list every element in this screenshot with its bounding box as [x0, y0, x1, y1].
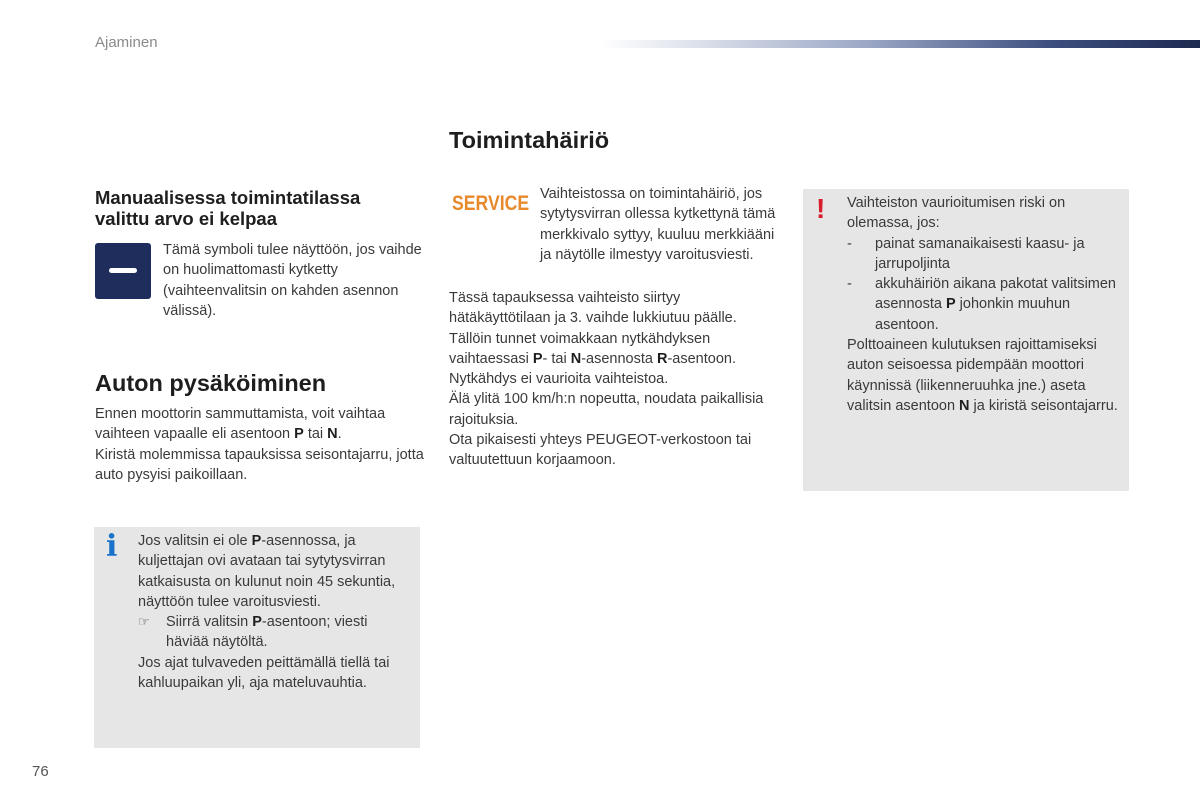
malfunction-p3: Nytkähdys ei vaurioita vaihteistoa.	[449, 371, 669, 388]
parking-paragraph-2: Kiristä molemmissa tapauksissa seisontajarru, jotta auto pysyisi paikoillaan.	[95, 446, 424, 483]
info-line1-b: -asennossa, ja kuljettajan ovi avataan tai sytytysvirran katkaisusta on kulunut noin 45 sekuntia, näyttöön tulee varoitusviesti.	[138, 533, 396, 610]
p2-bold-p: P	[532, 350, 543, 367]
parking-paragraph-1	[95, 404, 425, 445]
warning-bullet-1-text: painat samanaikaisesti kaasu- ja jarrupoljinta	[875, 235, 1085, 272]
warning-box-text	[847, 193, 1125, 416]
parking-text-b: tai	[303, 426, 328, 443]
info-line1-bold: P	[251, 533, 262, 549]
bullet-dash: -	[847, 276, 852, 293]
p2-b: - tai	[542, 350, 571, 367]
warning-bullet-2	[847, 274, 1125, 335]
parking-text	[95, 404, 425, 485]
service-warning-icon: SERVICE	[452, 192, 530, 215]
gear-dash-mark	[109, 268, 137, 273]
info-action-b: -asentoon; viesti häviää näytöltä.	[166, 614, 368, 651]
manual-mode-heading: Manuaalisessa toimintatilassa valittu arvo ei kelpaa	[95, 187, 361, 229]
warning-intro: Vaihteiston vaurioitumisen riski on olemassa, jos:	[847, 195, 1066, 232]
page-number: 76	[32, 763, 49, 780]
warning-outro	[847, 335, 1125, 416]
p2-d: -asentoon.	[667, 350, 736, 367]
warning-bullet-2-bold: P	[945, 296, 956, 313]
parking-bold-n: N	[327, 426, 338, 443]
info-icon: i	[106, 529, 118, 564]
warning-bullet-2-a: akkuhäiriön aikana pakotat valitsimen asennosta	[875, 276, 1116, 313]
warning-outro-bold: N	[959, 397, 970, 414]
header-accent-bar	[600, 40, 1200, 48]
bullet-dash: -	[847, 235, 852, 252]
pointing-hand-icon: ☞	[138, 614, 150, 630]
service-text: Vaihteistossa on toimintahäiriö, jos sytytysvirran ollessa kytkettynä tämä merkkivalo syttyy, kuuluu merkkiääni ja näytölle ilmestyy varoitusviesti.	[540, 186, 776, 263]
warning-box	[803, 189, 1129, 491]
info-box-text	[138, 531, 414, 693]
warning-exclamation-icon: !	[816, 193, 826, 224]
warning-outro-a: Polttoaineen kulutuksen rajoittamiseksi auton seisoessa pidempään moottori käynnissä (liikenneruuhka jne.) aseta valitsin asentoon	[847, 337, 1097, 414]
malfunction-heading: Toimintahäiriö	[449, 127, 610, 153]
section-label: Ajaminen	[95, 34, 158, 51]
p2-bold-n: N	[570, 350, 582, 367]
warning-bullet-1	[847, 234, 1125, 275]
gear-selector-dash-icon	[95, 243, 151, 299]
parking-bold-p: P	[294, 426, 304, 443]
parking-text-a: Ennen moottorin sammuttamista, voit vaihtaa vaihteen vapaalle eli asentoon	[95, 406, 386, 443]
p2-a: Tällöin tunnet voimakkaan nytkähdyksen vaihtaessasi	[449, 330, 711, 367]
malfunction-p1: Tässä tapauksessa vaihteisto siirtyy hätäkäyttötilaan ja 3. vaihde lukkiutuu päälle.	[449, 290, 737, 327]
info-action-bold: P	[252, 614, 262, 631]
malfunction-p2	[449, 329, 784, 370]
info-box	[94, 527, 420, 748]
manual-mode-text: Tämä symboli tulee näyttöön, jos vaihde on huolimattomasti kytketty (vaihteenvalitsin on kahden asennon välissä).	[163, 242, 422, 319]
parking-text-c: .	[337, 426, 342, 443]
info-paragraph-1	[138, 531, 414, 612]
malfunction-text	[449, 288, 784, 471]
info-line1-a: Jos valitsin ei ole	[138, 533, 252, 549]
warning-bullet-2-b: johonkin muuhun asentoon.	[875, 296, 1071, 333]
malfunction-p5: Ota pikaisesti yhteys PEUGEOT-verkostoon tai valtuutettuun korjaamoon.	[449, 432, 752, 469]
info-paragraph-2: Jos ajat tulvaveden peittämällä tiellä tai kahluupaikan yli, aja mateluvauhtia.	[138, 654, 390, 692]
warning-outro-b: ja kiristä seisontajarru.	[969, 397, 1118, 414]
info-action-a: Siirrä valitsin	[166, 614, 253, 631]
parking-heading: Auton pysäköiminen	[95, 370, 327, 396]
p2-c: -asennosta	[581, 350, 657, 367]
malfunction-p4: Älä ylitä 100 km/h:n nopeutta, noudata paikallisia rajoituksia.	[449, 391, 764, 428]
info-action-row	[138, 612, 414, 653]
p2-bold-r: R	[656, 350, 668, 367]
